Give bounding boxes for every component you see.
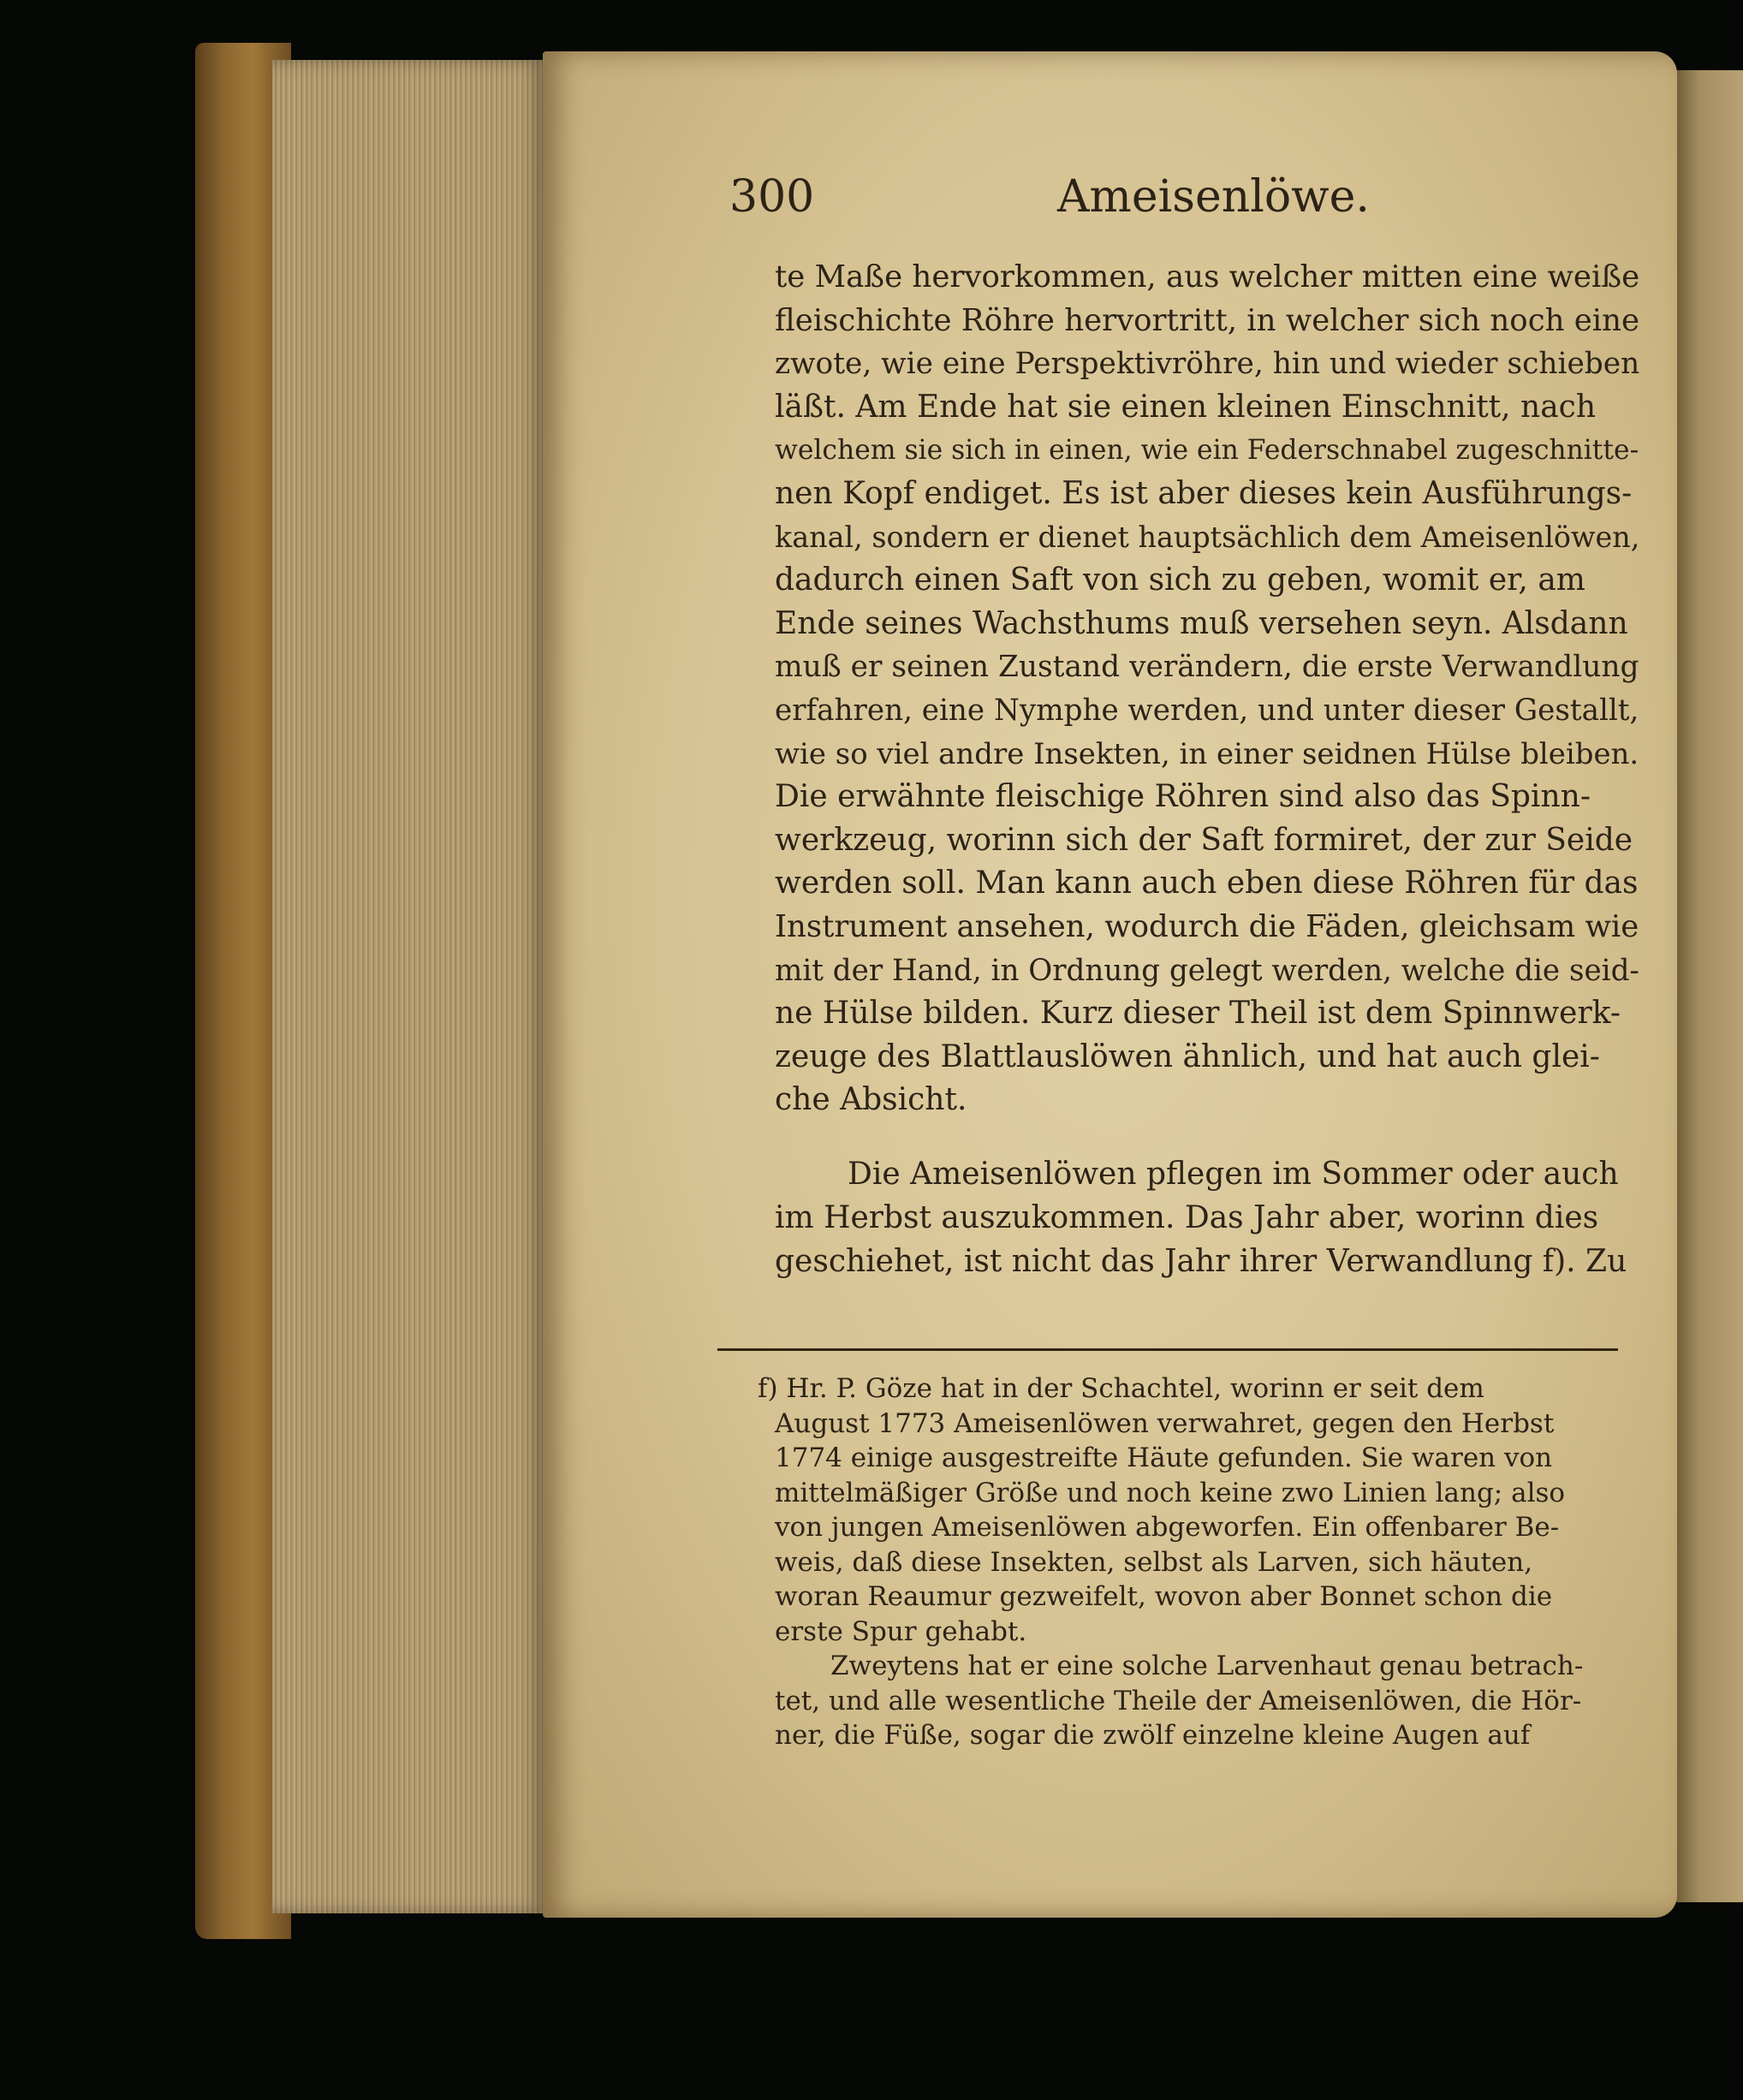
footnote-lines-line: August 1773 Ameisenlöwen verwahret, gegen den Herbst bbox=[775, 1407, 1555, 1439]
footnote-lines-line: f) Hr. P. Göze hat in der Schachtel, worinn er seit dem bbox=[758, 1373, 1484, 1404]
body-lines-line: Instrument ansehen, wodurch die Fäden, gleichsam wie bbox=[775, 909, 1639, 944]
footnote-lines-line: erste Spur gehabt. bbox=[775, 1615, 1027, 1647]
footnote-lines-line: mittelmäßiger Größe und noch keine zwo Linien lang; also bbox=[775, 1477, 1566, 1508]
body-lines-2-line: geschiehet, ist nicht das Jahr ihrer Verwandlung f). Zu bbox=[775, 1244, 1627, 1279]
footnote-rule bbox=[717, 1348, 1618, 1351]
body-lines-2-line: Die Ameisenlöwen pflegen im Sommer oder auch bbox=[848, 1157, 1619, 1192]
running-head: Ameisenlöwe. bbox=[1057, 171, 1370, 223]
body-lines-line: welchem sie sich in einen, wie ein Federschnabel zugeschnitte- bbox=[775, 435, 1639, 467]
footnote-lines-line: ner, die Füße, sogar die zwölf einzelne kleine Augen auf bbox=[775, 1720, 1531, 1751]
body-lines-line: muß er seinen Zustand verändern, die erste Verwandlung bbox=[775, 650, 1639, 685]
footnote-lines-line: tet, und alle wesentliche Theile der Ameisenlöwen, die Hör- bbox=[775, 1685, 1582, 1716]
body-lines-line: wie so viel andre Insekten, in einer seidnen Hülse bleiben. bbox=[775, 736, 1639, 771]
body-lines-line: werden soll. Man kann auch eben diese Röhren für das bbox=[775, 866, 1639, 901]
footnote-lines-line: von jungen Ameisenlöwen abgeworfen. Ein offenbarer Be- bbox=[775, 1512, 1560, 1543]
facing-page-edge bbox=[1676, 70, 1743, 1902]
page-edges bbox=[272, 60, 544, 1913]
body-lines-line: te Maße hervorkommen, aus welcher mitten eine weiße bbox=[775, 259, 1640, 294]
body-lines-line: nen Kopf endiget. Es ist aber dieses kein Ausführungs- bbox=[775, 476, 1633, 511]
body-lines-line: ne Hülse bilden. Kurz dieser Theil ist dem Spinnwerk- bbox=[775, 996, 1621, 1032]
body-lines-line: zwote, wie eine Perspektivröhre, hin und wieder schieben bbox=[775, 347, 1640, 382]
body-lines-line: läßt. Am Ende hat sie einen kleinen Einschnitt, nach bbox=[775, 389, 1597, 425]
footnote-lines-line: Zweytens hat er eine solche Larvenhaut genau betrach- bbox=[830, 1651, 1584, 1681]
footnote-lines-line: 1774 einige ausgestreifte Häute gefunden. Sie waren von bbox=[775, 1443, 1553, 1473]
body-lines-line: zeuge des Blattlauslöwen ähnlich, und hat auch glei- bbox=[775, 1038, 1600, 1074]
body-lines-line: kanal, sondern er dienet hauptsächlich dem Ameisenlöwen, bbox=[775, 520, 1640, 554]
body-lines-line: Die erwähnte fleischige Röhren sind also das Spinn- bbox=[775, 779, 1591, 815]
footnote-lines-line: woran Reaumur gezweifelt, wovon aber Bonnet schon die bbox=[775, 1581, 1553, 1612]
body-lines-line: mit der Hand, in Ordnung gelegt werden, welche die seid- bbox=[775, 953, 1639, 988]
body-lines-line: che Absicht. bbox=[775, 1082, 967, 1118]
body-lines-line: Ende seines Wachsthums muß versehen seyn. Alsdann bbox=[775, 605, 1628, 641]
page-number: 300 bbox=[729, 171, 815, 223]
footnote-lines-line: weis, daß diese Insekten, selbst als Larven, sich häuten, bbox=[775, 1546, 1533, 1578]
body-lines-line: fleischichte Röhre hervortritt, in welcher sich noch eine bbox=[775, 302, 1640, 338]
body-lines-2-line: im Herbst auszukommen. Das Jahr aber, worinn dies bbox=[775, 1200, 1599, 1235]
body-lines-line: erfahren, eine Nymphe werden, und unter dieser Gestallt, bbox=[775, 693, 1639, 728]
body-lines-line: werkzeug, worinn sich der Saft formiret, der zur Seide bbox=[775, 822, 1633, 858]
body-lines-line: dadurch einen Saft von sich zu geben, womit er, am bbox=[775, 562, 1585, 598]
